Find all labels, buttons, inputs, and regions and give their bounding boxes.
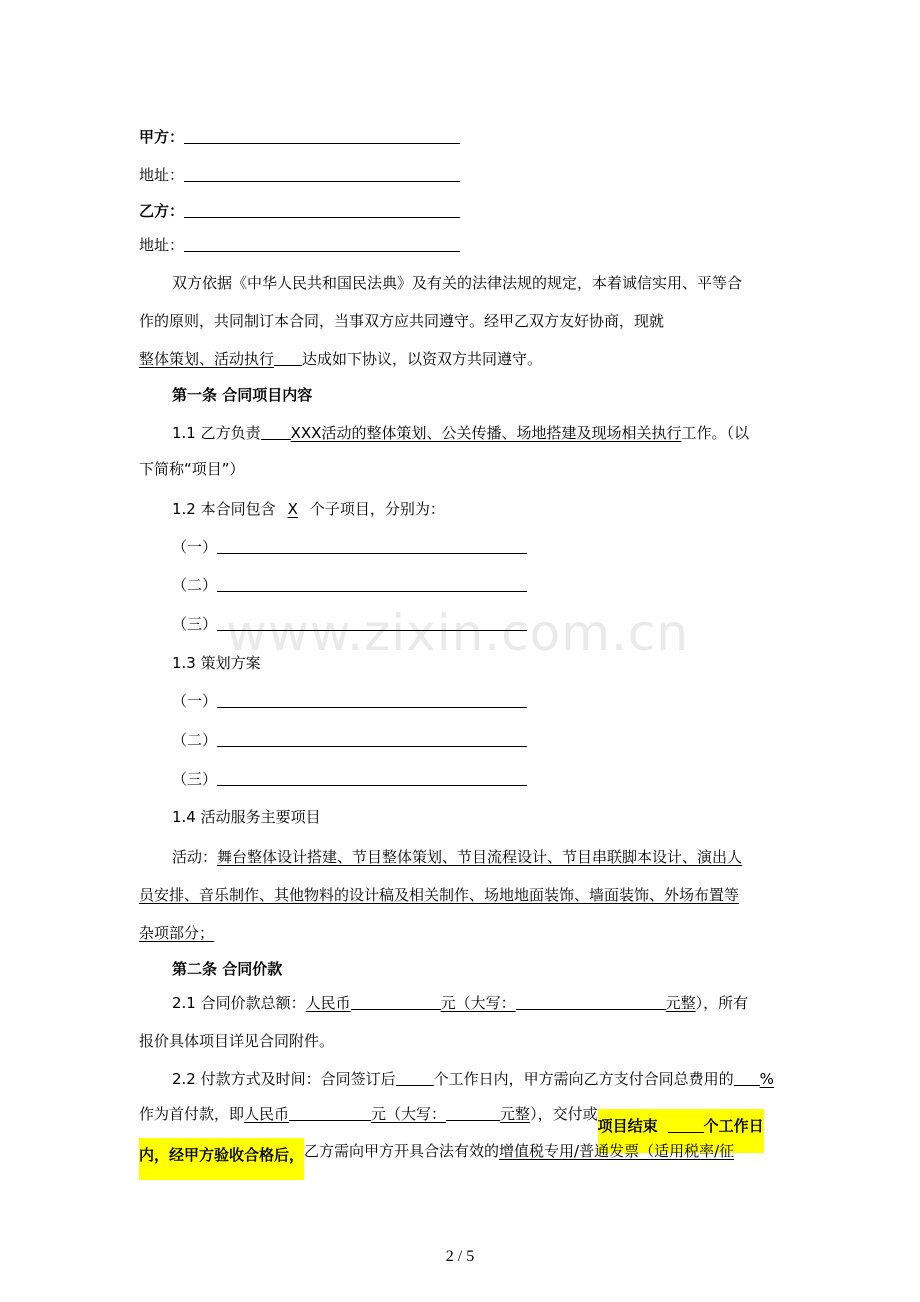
clause-2-2-lead: 2.2 付款方式及时间：合同签订后 — [172, 1070, 396, 1088]
down-payment-amount-blank[interactable] — [289, 1104, 371, 1121]
percent-blank[interactable] — [734, 1069, 760, 1086]
price-currency: 人民币 — [305, 994, 351, 1012]
watermark: www.zixin.com.cn — [226, 604, 690, 662]
party-b-blank[interactable] — [184, 201, 460, 218]
plan-item-3 — [172, 768, 527, 790]
down-payment-uppercase-label: 元（大写： — [371, 1105, 447, 1123]
plan-item-2-blank[interactable] — [217, 730, 527, 747]
activity-text-1: 舞台整体设计搭建、节目整体策划、节目流程设计、节目串联脚本设计、演出人 — [217, 848, 743, 866]
sub-item-1 — [172, 536, 527, 558]
down-payment-yuan-zheng: 元整 — [500, 1105, 531, 1123]
plan-item-3-label: （三） — [172, 770, 218, 788]
clause-1-3: 1.3 策划方案 — [172, 654, 261, 672]
address-a-row — [139, 164, 460, 186]
address-a-label: 地址： — [139, 166, 185, 184]
clause-2-1-lead: 2.1 合同价款总额： — [172, 994, 306, 1012]
sub-item-2-label: （二） — [172, 576, 218, 594]
invoice-type: 增值税专用/普通发票（适用税率/征 — [499, 1142, 735, 1160]
clause-2-2-line-3 — [139, 1140, 734, 1180]
intro-line-3 — [139, 348, 542, 370]
acceptance-highlight: 内，经甲方验收合格后， — [139, 1138, 304, 1180]
plan-item-2 — [172, 729, 527, 751]
clause-2-2 — [172, 1068, 774, 1090]
plan-item-1-blank[interactable] — [217, 691, 527, 708]
activity-line-1 — [172, 846, 742, 868]
plan-item-2-label: （二） — [172, 731, 218, 749]
clause-2-2-mid: 个工作日内，甲方需向乙方支付合同总费用的 — [433, 1070, 734, 1088]
party-a-blank[interactable] — [184, 127, 460, 144]
activity-label: 活动： — [172, 848, 218, 866]
plan-item-1 — [172, 690, 527, 712]
article-2-title: 第二条 合同价款 — [172, 960, 283, 978]
price-uppercase-blank[interactable] — [516, 993, 666, 1010]
clause-1-1-lead: 1.1 乙方负责 — [172, 424, 261, 442]
clause-1-2-count: X — [287, 500, 298, 518]
price-yuan-zheng: 元整 — [665, 994, 696, 1012]
intro-line-3-rest: 达成如下协议，以资双方共同遵守。 — [302, 350, 543, 368]
price-amount-blank[interactable] — [351, 993, 441, 1010]
intro-line-1: 双方依据《中华人民共和国民法典》及有关的法律法规的规定，本着诚信实用、平等合 — [172, 274, 743, 292]
address-b-row — [139, 234, 460, 256]
sub-item-2 — [172, 574, 527, 596]
party-b-label: 乙方： — [139, 202, 185, 220]
down-payment-currency: 人民币 — [244, 1105, 290, 1123]
plan-item-3-blank[interactable] — [217, 769, 527, 786]
sub-item-3-label: （三） — [172, 615, 218, 633]
percent-sign: % — [759, 1070, 774, 1088]
address-a-blank[interactable] — [184, 165, 460, 182]
workdays-blank[interactable] — [396, 1069, 434, 1086]
clause-2-1 — [172, 992, 748, 1014]
project-end-text: 项目结束 — [597, 1117, 658, 1135]
down-payment-lead: 作为首付款，即 — [139, 1105, 245, 1123]
intro-project-scope: 整体策划、活动执行 — [139, 350, 275, 368]
party-a-label: 甲方： — [139, 128, 185, 146]
clause-1-1-scope: XXX活动的整体策划、公关传播、场地搭建及现场相关执行 — [290, 424, 682, 442]
clause-1-1 — [172, 422, 749, 444]
sub-item-1-label: （一） — [172, 538, 218, 556]
page-number: 2 / 5 — [445, 1248, 475, 1265]
sub-item-2-blank[interactable] — [217, 575, 527, 592]
activity-line-3: 杂项部分； — [139, 924, 215, 942]
clause-1-1-tail: 工作。（以 — [681, 424, 749, 442]
party-a-row — [139, 126, 460, 148]
plan-item-1-label: （一） — [172, 692, 218, 710]
down-payment-uppercase-blank[interactable] — [446, 1104, 500, 1121]
clause-1-1-gap — [261, 423, 291, 440]
invoice-lead: 乙方需向甲方开具合法有效的 — [304, 1142, 500, 1160]
clause-1-1-cont: 下简称“项目”） — [139, 460, 245, 478]
delivery-lead: ），交付或 — [530, 1105, 598, 1123]
intro-line-2: 作的原则，共同制订本合同，当事双方应共同遵守。经甲乙双方友好协商，现就 — [139, 312, 665, 330]
address-b-label: 地址： — [139, 236, 185, 254]
workdays-text: 个工作日 — [703, 1117, 764, 1135]
party-b-row — [139, 200, 460, 222]
clause-1-2-tail: 个子项目，分别为： — [309, 500, 445, 518]
clause-2-1-tail: ），所有 — [695, 994, 749, 1012]
address-b-blank[interactable] — [184, 235, 460, 252]
clause-1-2 — [172, 498, 445, 520]
activity-line-2: 员安排、音乐制作、其他物料的设计稿及相关制作、场地地面装饰、墙面装饰、外场布置等 — [139, 886, 740, 904]
project-end-days-blank[interactable] — [668, 1116, 704, 1133]
clause-2-1-cont: 报价具体项目详见合同附件。 — [139, 1032, 335, 1050]
article-1-title: 第一条 合同项目内容 — [172, 386, 313, 404]
price-uppercase-label: 元（大写： — [440, 994, 516, 1012]
clause-1-4: 1.4 活动服务主要项目 — [172, 808, 321, 826]
sub-item-1-blank[interactable] — [217, 537, 527, 554]
intro-blank — [274, 349, 302, 366]
clause-1-2-lead: 1.2 本合同包含 — [172, 500, 276, 518]
